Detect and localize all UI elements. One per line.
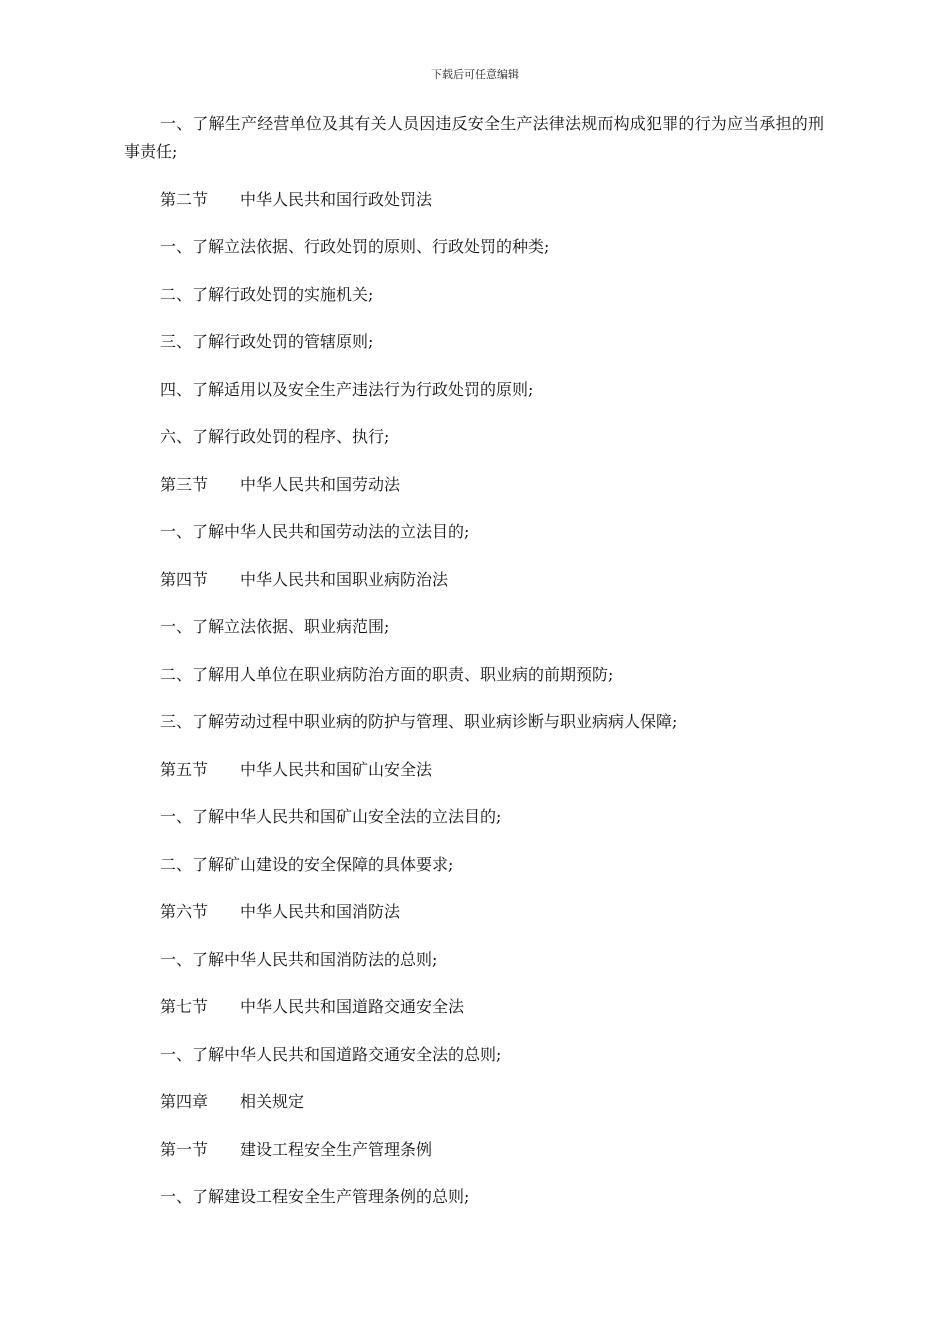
list-item: 一、了解立法依据、行政处罚的原则、行政处罚的种类; xyxy=(160,237,550,256)
section-heading-4 xyxy=(124,566,824,594)
section-title: 中华人民共和国行政处罚法 xyxy=(240,189,433,209)
list-item: 二、了解矿山建设的安全保障的具体要求; xyxy=(160,854,454,874)
list-item: 一、了解中华人民共和国消防法的总则; xyxy=(160,949,438,969)
section-title: 中华人民共和国劳动法 xyxy=(240,474,401,494)
section-title: 建设工程安全生产管理条例 xyxy=(240,1139,433,1159)
section-number: 第二节 xyxy=(160,189,209,209)
list-item: 一、了解建设工程安全生产管理条例的总则; xyxy=(160,1187,470,1206)
section-heading-5 xyxy=(124,756,824,784)
chapter-number: 第四章 xyxy=(160,1092,209,1111)
section-number: 第七节 xyxy=(160,997,209,1016)
document-body xyxy=(124,110,824,1231)
chapter-heading-4 xyxy=(124,1088,824,1116)
list-item: 三、了解劳动过程中职业病的防护与管理、职业病诊断与职业病病人保障; xyxy=(160,712,678,731)
section-heading-2 xyxy=(124,186,824,214)
page-header: 下载后可任意编辑 xyxy=(431,68,519,81)
section-title: 中华人民共和国矿山安全法 xyxy=(240,759,433,779)
section-title: 中华人民共和国消防法 xyxy=(240,902,401,921)
list-item: 六、了解行政处罚的程序、执行; xyxy=(160,427,390,446)
section-heading-6 xyxy=(124,898,824,926)
list-item: 一、了解中华人民共和国道路交通安全法的总则; xyxy=(160,1044,502,1064)
list-item: 二、了解行政处罚的实施机关; xyxy=(160,284,374,304)
section-heading-3 xyxy=(124,471,824,499)
list-item: 四、了解适用以及安全生产违法行为行政处罚的原则; xyxy=(160,379,534,399)
intro-paragraph: 一、了解生产经营单位及其有关人员因违反安全生产法律法规而构成犯罪的行为应当承担的刑事责任; xyxy=(124,114,824,161)
section-title: 中华人民共和国道路交通安全法 xyxy=(240,997,465,1016)
list-item: 一、了解中华人民共和国劳动法的立法目的; xyxy=(160,522,470,541)
section-title: 中华人民共和国职业病防治法 xyxy=(240,569,449,589)
section-number: 第六节 xyxy=(160,902,209,921)
section-number: 第四节 xyxy=(160,569,209,589)
list-item: 一、了解立法依据、职业病范围; xyxy=(160,617,390,636)
list-item: 二、了解用人单位在职业病防治方面的职责、职业病的前期预防; xyxy=(160,664,614,684)
chapter-title: 相关规定 xyxy=(240,1092,305,1111)
section-number: 第五节 xyxy=(160,759,209,779)
section-heading-ch4-1 xyxy=(124,1136,824,1164)
list-item: 三、了解行政处罚的管辖原则; xyxy=(160,332,374,351)
section-heading-7 xyxy=(124,993,824,1021)
section-number: 第三节 xyxy=(160,474,209,494)
section-number: 第一节 xyxy=(160,1139,209,1159)
list-item: 一、了解中华人民共和国矿山安全法的立法目的; xyxy=(160,807,502,826)
